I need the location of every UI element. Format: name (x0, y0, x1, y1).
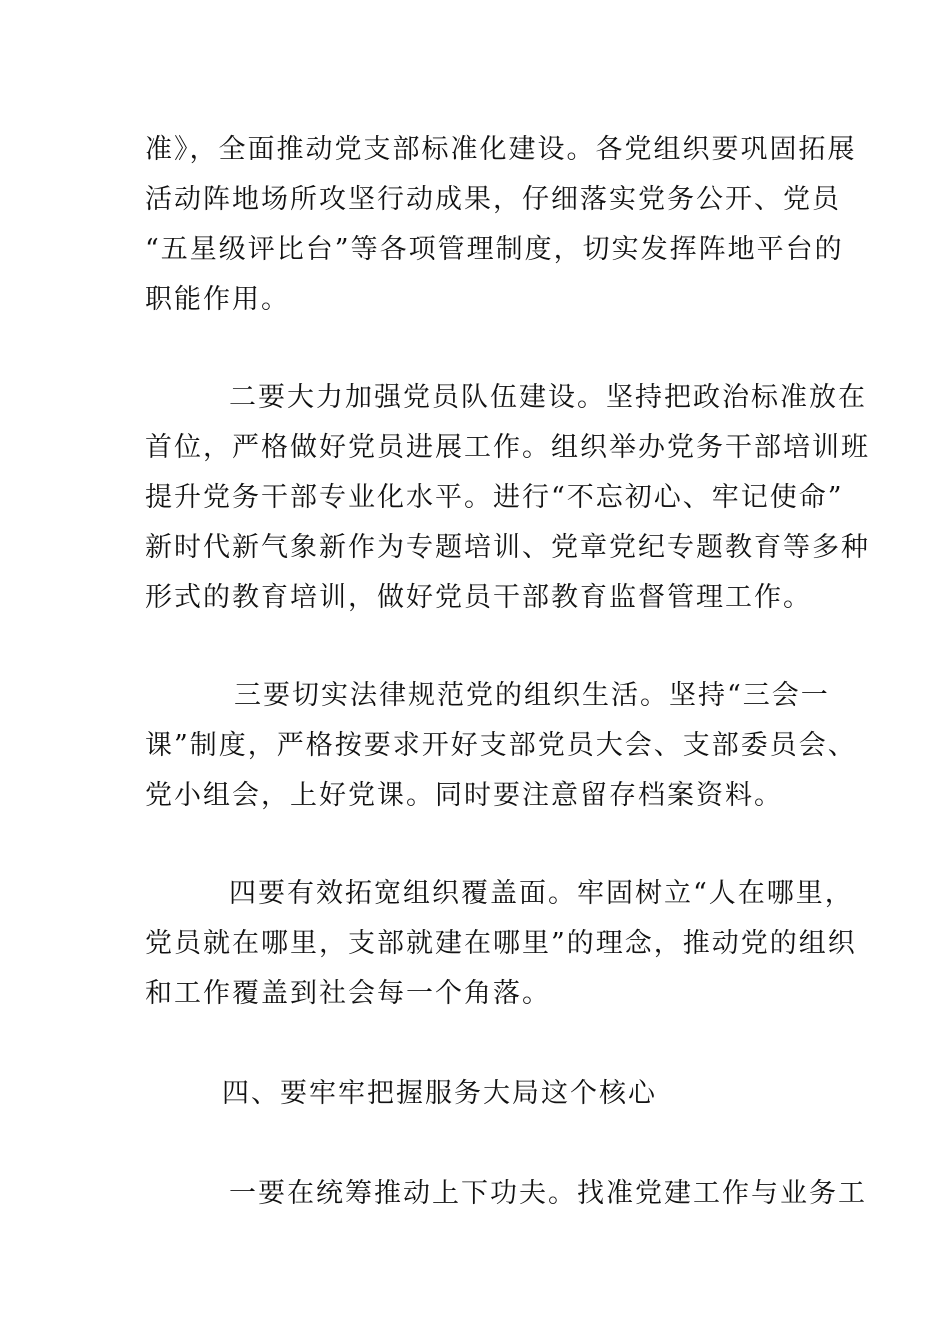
paragraph-start-line: 三要切实法律规范党的组织生活。坚持“三会一 (234, 680, 830, 711)
text-line: 职能作用。 (145, 284, 290, 315)
paragraph-start-line: 二要大力加强党员队伍建设。坚持把政治标准放在 (229, 382, 867, 413)
text-line: 形式的教育培训，做好党员干部教育监督管理工作。 (145, 582, 812, 613)
text-line: 新时代新气象新作为专题培训、党章党纪专题教育等多种 (145, 532, 870, 563)
paragraph-start-line: 一要在统筹推动上下功夫。找准党建工作与业务工 (229, 1178, 867, 1209)
text-line: 首位，严格做好党员进展工作。组织举办党务干部培训班 (145, 432, 870, 463)
text-line: 党员就在哪里，支部就建在哪里”的理念，推动党的组织 (145, 928, 857, 959)
text-line: 准》，全面推动党支部标准化建设。各党组织要巩固拓展 (145, 134, 857, 165)
paragraph-start-line: 四要有效拓宽组织覆盖面。牢固树立“人在哪里， (229, 878, 854, 909)
text-line: 课”制度，严格按要求开好支部党员大会、支部委员会、 (145, 730, 857, 761)
text-line: “五星级评比台”等各项管理制度，切实发挥阵地平台的 (145, 234, 844, 265)
text-line: 党小组会，上好党课。同时要注意留存档案资料。 (145, 780, 783, 811)
section-heading: 四、要牢牢把握服务大局这个核心 (222, 1078, 657, 1109)
text-line: 和工作覆盖到社会每一个角落。 (145, 978, 551, 1009)
text-line: 活动阵地场所攻坚行动成果，仔细落实党务公开、党员 (145, 184, 841, 215)
text-line: 提升党务干部专业化水平。进行“不忘初心、牢记使命” (145, 482, 844, 513)
